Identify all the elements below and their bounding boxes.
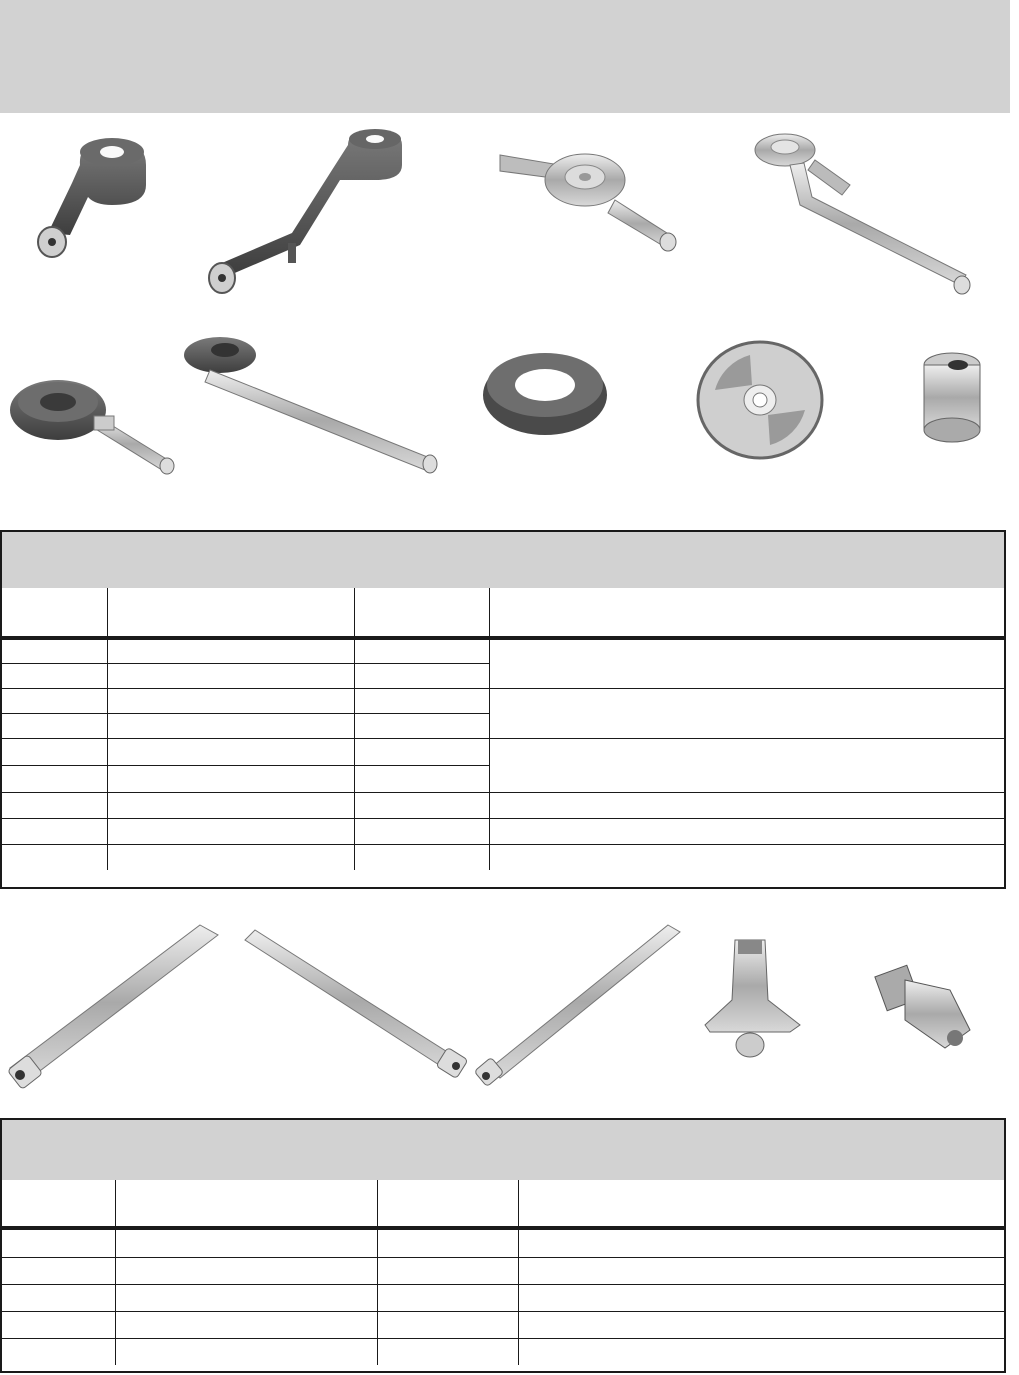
column-header [489, 588, 1004, 638]
table-row [2, 738, 1004, 765]
parts-table-1-title-bar [2, 532, 1004, 588]
burner-cap-disc-image [698, 342, 822, 458]
stainless-ring-burner-short-image [500, 154, 676, 251]
column-header [107, 588, 354, 638]
column-header [115, 1180, 377, 1228]
burner-ring-image [483, 353, 607, 435]
tube-burner-angled-image [245, 930, 468, 1079]
column-header [2, 588, 107, 638]
parts-table-2 [0, 1118, 1006, 1373]
photo-row-2 [0, 330, 1010, 480]
column-header [518, 1180, 1004, 1228]
parts-table-2-header-row [2, 1180, 1004, 1228]
cast-iron-burner-short-image [38, 138, 146, 257]
photo-row-3 [0, 920, 1010, 1100]
table-row [2, 1338, 1004, 1365]
orifice-fitting-image [875, 965, 970, 1048]
cast-iron-ring-burner-short-image [10, 380, 174, 474]
table-row [2, 1257, 1004, 1284]
table-row [2, 844, 1004, 870]
tube-burner-thin-image [474, 925, 680, 1087]
table-row [2, 818, 1004, 844]
cast-iron-ring-burner-long-image [184, 337, 437, 473]
parts-table-2-title-bar [2, 1120, 1004, 1180]
table-row [2, 638, 1004, 663]
tube-burner-straight-image [7, 925, 218, 1089]
page-banner [0, 0, 1010, 113]
column-header [2, 1180, 115, 1228]
parts-table-1-header-row [2, 588, 1004, 638]
table-row [2, 1311, 1004, 1338]
column-header [354, 588, 489, 638]
photo-row-1 [0, 125, 1010, 315]
venturi-adapter-image [705, 940, 800, 1057]
venturi-collar-image [924, 353, 980, 442]
table-row [2, 1284, 1004, 1311]
table-row [2, 688, 1004, 713]
column-header [377, 1180, 518, 1228]
stainless-ring-burner-long-image [755, 134, 970, 294]
table-row [2, 1228, 1004, 1257]
parts-table-1 [0, 530, 1006, 889]
table-row [2, 792, 1004, 818]
cast-iron-burner-long-image [209, 129, 402, 293]
